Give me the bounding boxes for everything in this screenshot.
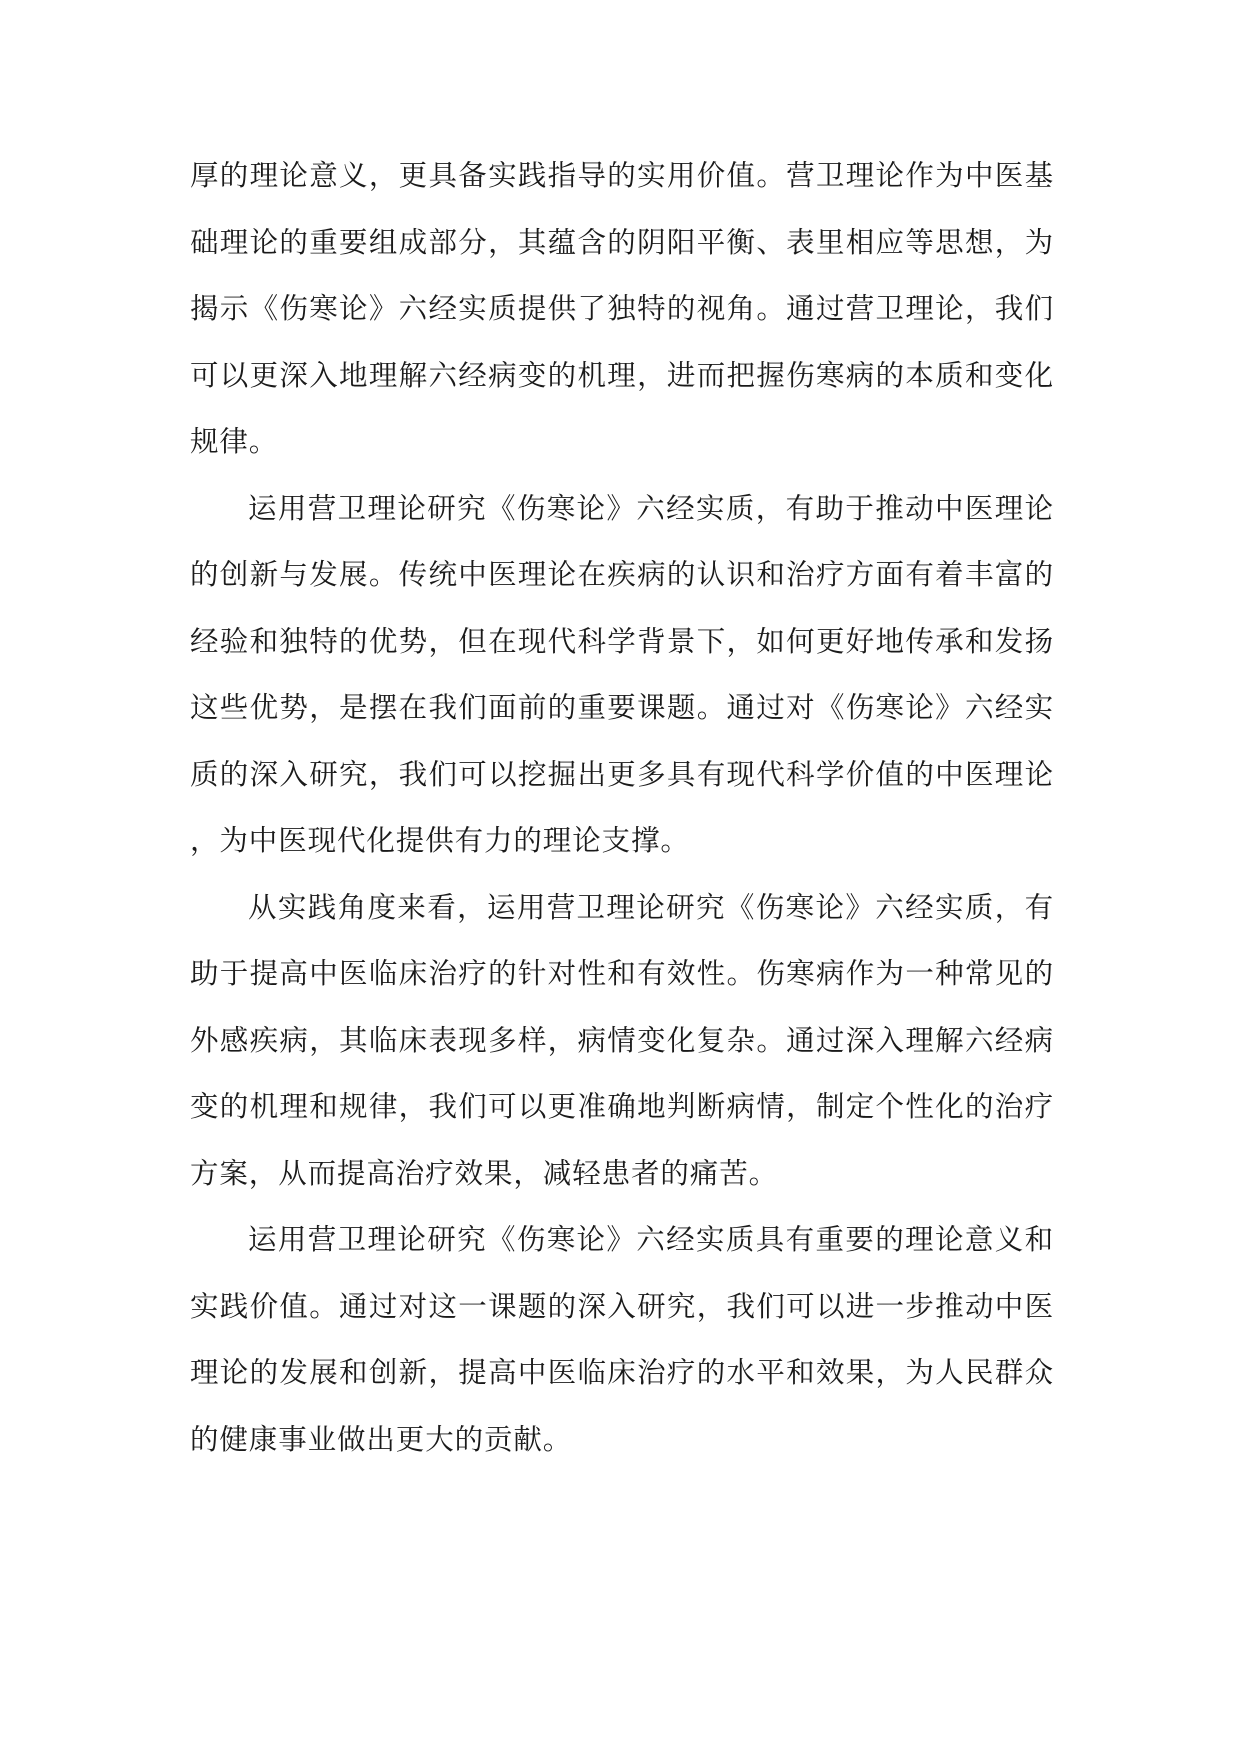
paragraph-conclusion: 运用营卫理论研究《伤寒论》六经实质具有重要的理论意义和实践价值。通过对这一课题的深入研究，我们可以进一步推动中医理论的发展和创新，提高中医临床治疗的水平和效果，为人民群众的健康事业做出更大的贡献。 xyxy=(190,1223,1054,1456)
paragraph-innovation: 运用营卫理论研究《伤寒论》六经实质，有助于推动中医理论的创新与发展。传统中医理论在疾病的认识和治疗方面有着丰富的经验和独特的优势，但在现代科学背景下，如何更好地传承和发扬这些优势，是摆在我们面前的重要课题。通过对《伤寒论》六经实质的深入研究，我们可以挖掘出更多具有现代科学价值的中医理论，为中医现代化提供有力的理论支撑。 xyxy=(190,491,1054,857)
paragraph-practice: 从实践角度来看，运用营卫理论研究《伤寒论》六经实质，有助于提高中医临床治疗的针对性和有效性。伤寒病作为一种常见的外感疾病，其临床表现多样，病情变化复杂。通过深入理解六经病变的机理和规律，我们可以更准确地判断病情，制定个性化的治疗方案，从而提高治疗效果，减轻患者的痛苦。 xyxy=(190,890,1054,1190)
document-body xyxy=(190,143,1054,1473)
paragraph-continuation: 厚的理论意义，更具备实践指导的实用价值。营卫理论作为中医基础理论的重要组成部分，其蕴含的阴阳平衡、表里相应等思想，为揭示《伤寒论》六经实质提供了独特的视角。通过营卫理论，我们可以更深入地理解六经病变的机理，进而把握伤寒病的本质和变化规律。 xyxy=(190,159,1054,458)
